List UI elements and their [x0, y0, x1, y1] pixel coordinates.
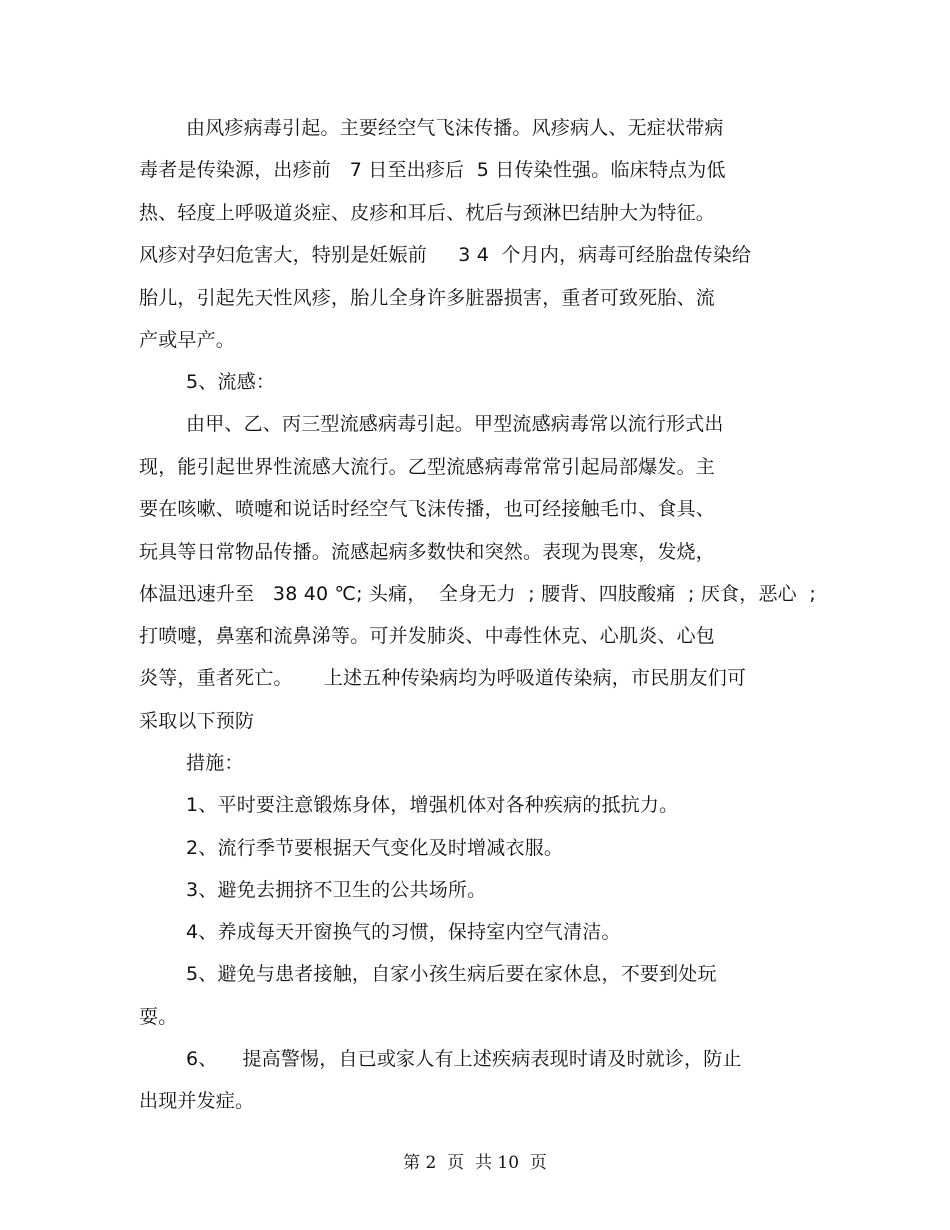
text-line: 产或早产。 [139, 329, 236, 351]
list-item: 5、避免与患者接触，自家小孩生病后要在家休息，不要到处玩 [186, 963, 717, 985]
text-line: 热、轻度上呼吸道炎症、皮疹和耳后、枕后与颈淋巴结肿大为特征。 [139, 202, 716, 224]
list-item: 1、平时要注意锻炼身体，增强机体对各种疾病的抵抗力。 [186, 794, 679, 816]
text-line: 玩具等日常物品传播。流感起病多数快和突然。表现为畏寒，发烧， [139, 541, 716, 563]
text-line: 炎等，重者死亡。 上述五种传染病均为呼吸道传染病，市民朋友们可 [139, 667, 747, 689]
text-line: 现，能引起世界性流感大流行。乙型流感病毒常常引起局部爆发。主 [139, 456, 716, 478]
text-line: 要在咳嗽、喷嚏和说话时经空气飞沫传播，也可经接触毛巾、食具、 [139, 498, 716, 520]
list-item: 2、流行季节要根据天气变化及时增减衣服。 [186, 837, 564, 859]
text-line: 打喷嚏，鼻塞和流鼻涕等。可并发肺炎、中毒性休克、心肌炎、心包 [139, 625, 716, 647]
text-line: 体温迅速升至 38 40 ℃; 头痛， 全身无力 ; 腰背、四肢酸痛 ; 厌食，恶心 ; [139, 583, 816, 605]
text-line: 由甲、乙、丙三型流感病毒引起。甲型流感病毒常以流行形式出 [186, 413, 724, 435]
list-item-continuation: 耍。 [139, 1006, 178, 1028]
text-line: 由风疹病毒引起。主要经空气飞沫传播。风疹病人、无症状带病 [186, 117, 724, 139]
text-line: 胎儿，引起先天性风疹，胎儿全身许多脏器损害，重者可致死胎、流 [139, 287, 716, 309]
text-line: 毒者是传染源，出疹前 7 日至出疹后 5 日传染性强。临床特点为低 [139, 159, 726, 181]
text-line: 风疹对孕妇危害大，特别是妊娠前 3 4 个月内，病毒可经胎盘传染给 [139, 244, 752, 266]
list-item: 4、养成每天开窗换气的习惯，保持室内空气清洁。 [186, 921, 621, 943]
section-heading: 5、流感： [186, 371, 276, 393]
page-number-footer: 第 2 页 共 10 页 [403, 1153, 547, 1173]
list-item-continuation: 出现并发症。 [139, 1090, 255, 1112]
list-item: 6、 提高警惕，自已或家人有上述疾病表现时请及时就诊，防止 [186, 1048, 742, 1070]
list-item: 3、避免去拥挤不卫生的公共场所。 [186, 879, 487, 901]
section-heading: 措施： [186, 752, 244, 774]
text-line: 采取以下预防 [139, 710, 255, 732]
